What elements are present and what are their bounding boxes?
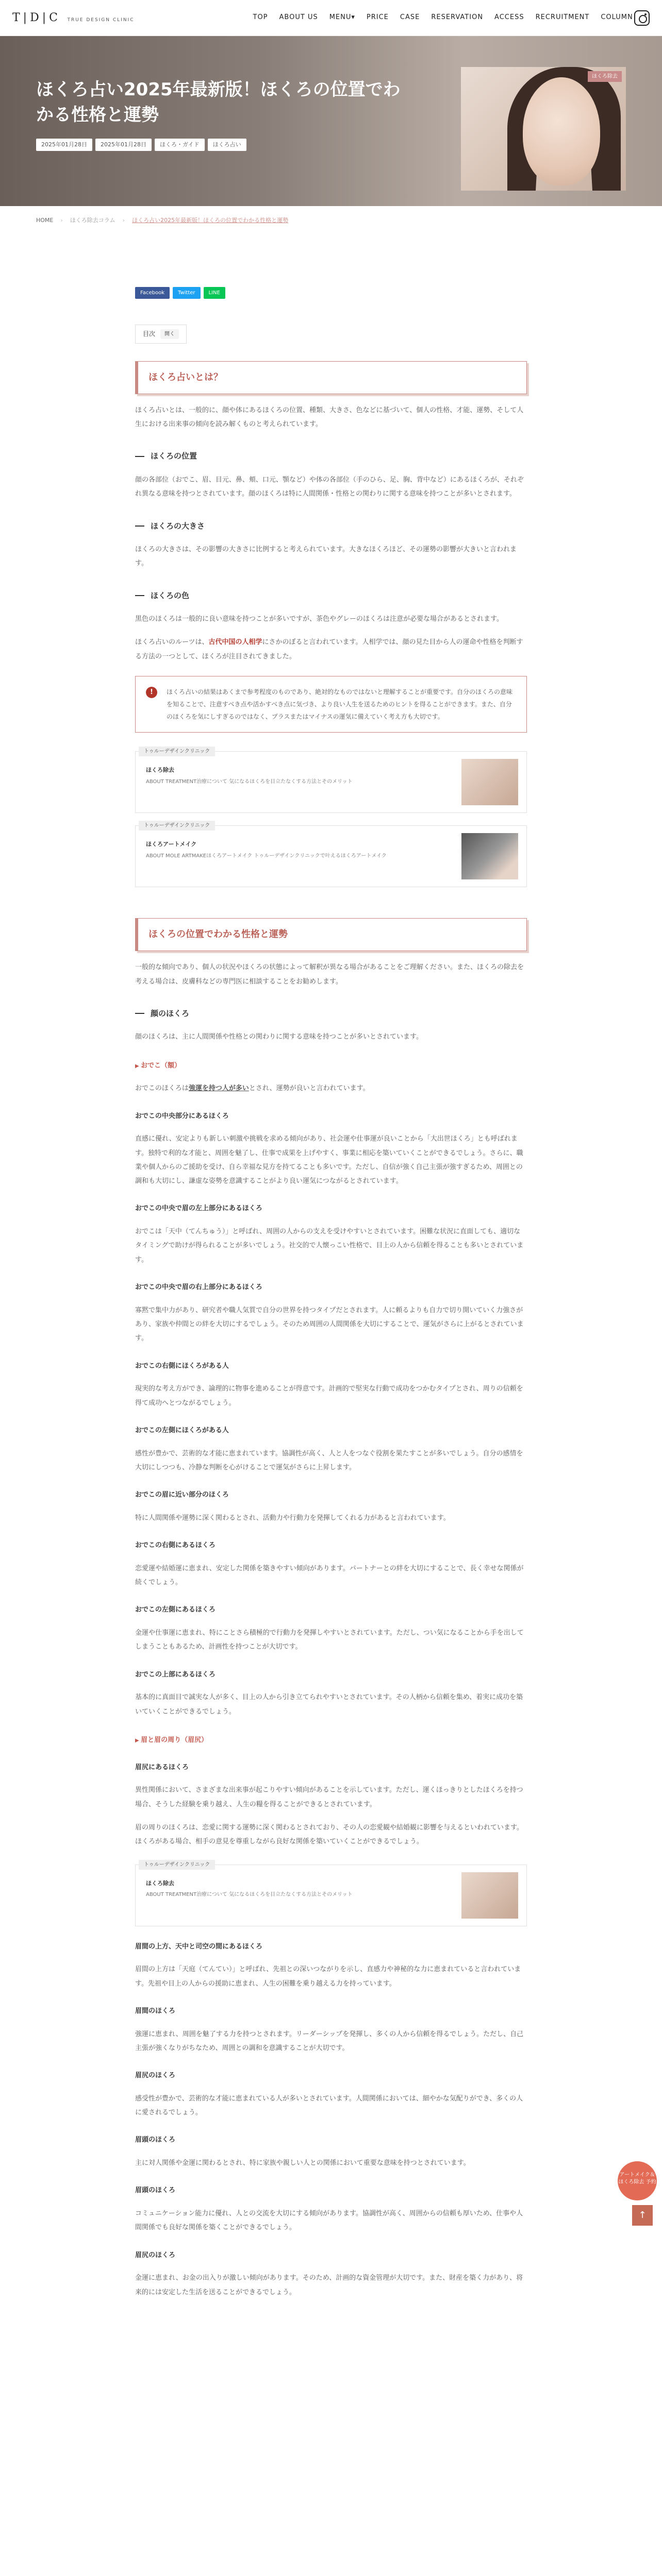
brow-list [135,1941,527,2299]
published-date: 2025年01月28日 [36,139,92,151]
caution-text: ほくろ占いの結果はあくまで参考程度のものであり、絶対的なものではないと理解することが重要です。自分のほくろの意味を知ることで、注意すべき点や活かすべき点に気づき、より良い人生を送るためのヒントを得ることができます。また、自分のほくろを気にしすぎるのではなく、プラスまたはマイナスの運気に備えていく考え方も大切です。 [167,688,513,721]
toc-label: 目次 [143,330,156,337]
share-line-button[interactable]: LINE [204,287,225,299]
instagram-icon[interactable] [634,10,650,26]
paragraph: 感性が豊かで、芸術的な才能に恵まれています。協調性が高く、人と人をつなぐ役割を果たすことが多いでしょう。自分の感情を大切にしつつも、冷静な判断を心がけることで運気がさらに上昇します。 [135,1449,523,1471]
paragraph: おでこは「天中（てんちゅう）」と呼ばれ、周囲の人からの支えを受けやすいとされています。困難な状況に直面しても、適切なタイミングで助けが得られることが多いでしょう。社交的で人懐っこい性格で、目上の人から信頼を得ることも多いとされています。 [135,1228,524,1264]
item-heading: 眉尻のほくろ [135,2072,176,2080]
paragraph: コミュニケーション能力に優れ、人との交流を大切にする傾向があります。協調性が高く、周囲からの信頼も厚いため、仕事や人間関係でも良好な関係を築くことができるでしょう。 [135,2210,523,2232]
breadcrumb-current: ほくろ占い2025年最新版！ほくろの位置でわかる性格と運勢 [132,217,289,224]
section-heading: ほくろの位置でわかる性格と運勢 [135,918,527,951]
nav-item-about[interactable]: ABOUT US [279,13,318,22]
link-card[interactable] [135,1861,527,1926]
nav-item-top[interactable]: TOP [253,13,268,22]
keyword-tag[interactable]: ほくろ占い [208,139,246,151]
paragraph: おでこのほくろは強運を持つ人が多いとされ、運勢が良いと言われています。 [135,1084,370,1093]
nav-item-column[interactable]: COLUMN [601,13,633,22]
card-title: ほくろ除去 [146,767,174,774]
nav-item-case[interactable]: CASE [400,13,420,22]
item-heading: 眉間の上方、天中と司空の間にあるほくろ [135,1942,263,1951]
paragraph: 主に対人関係や金運に関わるとされ、特に家族や親しい人との関係において重要な意味を持つとされています。 [135,2159,470,2167]
share-facebook-button[interactable]: Facebook [135,287,170,299]
paragraph: 特に人間関係や運勢に深く関わるとされ、活動力や行動力を発揮してくれる力があると言われています。 [135,1514,450,1522]
site-logo[interactable] [12,7,135,29]
paragraph: 寡黙で集中力があり、研究者や職人気質で自分の世界を持つタイプだとされます。人に頼るよりも自力で切り開いていく力強さがあり、家族や仲間との絆を大切にするでしょう。そのため周囲の人間関係を大切にすることで、運気がさらに上がるとされています。 [135,1306,524,1343]
subheading: ほくろの色 [135,588,527,603]
paragraph: 黒色のほくろは一般的に良い意味を持つことが多いですが、茶色やグレーのほくろは注意が必要な場合があるとされます。 [135,615,503,623]
category-tag[interactable]: ほくろ・ガイド [155,139,205,151]
item-heading: おでこの眉に近い部分のほくろ [135,1491,229,1499]
logo-text: T|D|C [12,11,61,24]
paragraph: 異性関係において、さまざまな出来事が起こりやすい傾向があることを示しています。ただし、運くほっきりとしたほくろを持つ場合、そうした経験を乗り越え、人生の糧を得ることができるとされています。 [135,1786,523,1808]
nav-item-price[interactable]: PRICE [366,13,389,22]
card-thumbnail [461,759,518,805]
card-description: ABOUT TREATMENT治療について 気になるほくろを目立たなくする方法とそのメリット [146,1892,353,1898]
item-heading: 眉尻にあるほくろ [135,1763,189,1771]
paragraph: 現実的な考え方ができ、論理的に物事を進めることが得意です。計画的で堅実な行動で成功をつかむタイプとされ、周りの信頼を得て成功へとつながるでしょう。 [135,1385,523,1407]
item-heading: おでこの左側にあるほくろ [135,1606,216,1614]
highlight-text: 古代中国の人相学 [208,638,262,647]
paragraph: ほくろの大きさは、その影響の大きさに比例すると考えられています。大きなほくろほど、その運勢の影響が大きいと言われます。 [135,546,517,568]
card-title: ほくろ除去 [146,1879,174,1887]
toc-toggle-button[interactable]: 開く [160,329,179,339]
card-thumbnail [461,1872,518,1919]
article-body [135,287,527,2299]
section-intro: 一般的な傾向であり、個人の状況やほくろの状態によって解釈が異なる場合があることをご理解ください。また、ほくろの除去を考える場合は、皮膚科などの専門医に相談することをお勧めします。 [135,963,524,986]
minor-heading: ▶ おでこ（額） [135,1060,527,1073]
global-nav [253,11,633,24]
caution-box [135,676,527,733]
updated-date: 2025年01月28日 [95,139,152,151]
section-intro: ほくろ占いとは、一般的に、顔や体にあるほくろの位置、種類、大きさ、色などに基づいて、個人の性格、才能、運勢、そして人生における出来事の傾向を読み解くものと考えられています。 [135,406,524,429]
paragraph: 強運に恵まれ、周囲を魅了する力を持つとされます。リーダーシップを発揮し、多くの人から信頼を得るでしょう。ただし、自己主張が強くなりがちなため、周囲との調和を意識することが大切です。 [135,2030,524,2052]
item-heading: おでこの中央で眉の右上部分にあるほくろ [135,1283,262,1292]
item-heading: 眉頭のほくろ [135,2187,176,2195]
hero-category-badge: ほくろ除去 [588,71,622,82]
item-heading: おでこの上部にあるほくろ [135,1670,216,1679]
breadcrumb-category[interactable]: ほくろ除去コラム [70,217,115,224]
logo-subtitle: TRUE DESIGN CLINIC [67,17,135,23]
nav-item-menu[interactable]: MENU▾ [329,13,355,22]
paragraph: ほくろ占いのルーツは、古代中国の人相学にさかのぼると言われています。人相学では、顔の見た目から人の運命や性格を判断する方法の一つとして、ほくろが注目されてきました。 [135,638,523,660]
breadcrumb: HOME › ほくろ除去コラム › ほくろ占い2025年最新版！ほくろの位置でわかる性格と運勢 [0,206,662,235]
item-heading: おでこの左側にほくろがある人 [135,1426,229,1434]
nav-item-access[interactable]: ACCESS [494,13,524,22]
card-source-tag: トゥルーデザインクリニック [139,747,215,756]
section-heading: ほくろ占いとは？ [135,361,527,394]
underlined-text: 強運を持つ人が多い [188,1084,249,1093]
item-heading: 眉頭のほくろ [135,2136,176,2144]
minor-heading: ▶ 眉と眉の周り（眉尻） [135,1734,527,1747]
paragraph: 金運や仕事運に恵まれ、特にことさら積極的で行動力を発揮しやすいとされています。ただし、つい気になることから手を出してしまうこともあるため、計画性を持つことが大切です。 [135,1629,524,1651]
card-thumbnail [461,833,518,879]
card-source-tag: トゥルーデザインクリニック [139,821,215,831]
paragraph: 基本的に真面目で誠実な人が多く、目上の人から引き立てられやすいとされています。その人柄から信頼を集め、着実に成功を築いていくことができるでしょう。 [135,1693,523,1716]
paragraph: 直感に優れ、安定よりも新しい刺激や挑戦を求める傾向があり、社会運や仕事運が良いことから「大出世ほくろ」とも呼ばれます。独特で利的な才能と、周囲を魅了し、仕事で成果を上げやすく、事業に相応を築いていくことができるでしょう。さらに、職業や個人からのご援助を受け、自ら幸福な見方を持てることも多いです。ただし、自信が強く自己主張が強すぎるため、周囲との調和も大切にし、謙虚な姿勢を意識することがより良い運気につながるとされています。 [135,1135,523,1185]
page-title: ほくろ占い2025年最新版！ほくろの位置でわかる性格と運勢 [36,79,401,126]
item-heading: 眉尻のほくろ [135,2251,176,2259]
site-header [0,0,662,36]
paragraph: 金運に恵まれ、お金の出入りが激しい傾向があります。そのため、計画的な資金管理が大切です。また、財産を築く力があり、将来的には安定した生活を送ることができるでしょう。 [135,2274,523,2296]
table-of-contents [135,325,187,344]
item-heading: おでこの右側にほくろがある人 [135,1362,229,1370]
nav-item-reservation[interactable]: RESERVATION [431,13,484,22]
card-description: ABOUT TREATMENT治療について 気になるほくろを目立たなくする方法とそのメリット [146,778,353,785]
paragraph: 顔の各部位（おでこ、眉、目元、鼻、頬、口元、顎など）や体の各部位（手のひら、足、胸、背中など）にあるほくろが、それぞれ異なる意味を持つとされています。顔のほくろは特に人間関係・性格との関わりに関する意味を持つことが多いとされます。 [135,476,524,498]
share-twitter-button[interactable]: Twitter [173,287,201,299]
back-to-top-button[interactable]: ↑ [632,2205,653,2226]
share-buttons [135,287,527,299]
link-card[interactable] [135,751,527,813]
item-heading: おでこの中央部分にあるほくろ [135,1112,229,1120]
paragraph: 感受性が豊かで、芸術的な才能に恵まれている人が多いとされています。人間関係においては、細やかな気配りができ、多くの人に愛されるでしょう。 [135,2094,523,2117]
card-description: ABOUT MOLE ARTMAKEほくろアートメイク トゥルーデザインクリニックで叶えるほくろアートメイク [146,853,387,859]
subheading: ほくろの位置 [135,449,527,464]
subheading: 顔のほくろ [135,1006,527,1021]
nav-item-recruitment[interactable]: RECRUITMENT [535,13,590,22]
hero-image [461,67,626,191]
paragraph: 眉の周りのほくろは、恋愛に関する運勢に深く関わるとされており、その人の恋愛観や結婚観に影響を与えるといわれています。ほくろがある場合、相手の意見を尊重しながら良好な関係を築いていくことができるでしょう。 [135,1824,523,1846]
link-card[interactable] [135,825,527,887]
item-heading: おでこの右側にあるほくろ [135,1541,216,1550]
exclamation-icon: ! [146,687,157,698]
hero-section [0,36,662,206]
paragraph: 恋愛運や結婚運に恵まれ、安定した関係を築きやすい傾向があります。パートナーとの絆を大切にすることで、長く幸せな関係が続くでしょう。 [135,1564,524,1587]
subheading: ほくろの大きさ [135,519,527,534]
breadcrumb-home[interactable]: HOME [36,217,54,224]
paragraph: 眉間の上方は「天庭（てんてい）」と呼ばれ、先祖との深いつながりを示し、直感力や神秘的な力に恵まれていると言われています。先祖や目上の人からの援助に恵まれ、人生の困難を乗り越える力を持っています。 [135,1965,521,1988]
card-source-tag: トゥルーデザインクリニック [139,1860,215,1870]
forehead-list [135,1110,527,1719]
item-heading: おでこの中央で眉の左上部分にあるほくろ [135,1205,262,1213]
paragraph: 顔のほくろは、主に人間関係や性格との関わりに関する意味を持つことが多いとされています。 [135,1033,423,1041]
item-heading: 眉間のほくろ [135,2007,176,2015]
reservation-float-button[interactable]: アートメイク＆ほくろ除去 予約 [618,2161,657,2200]
card-title: ほくろアートメイク [146,841,197,848]
